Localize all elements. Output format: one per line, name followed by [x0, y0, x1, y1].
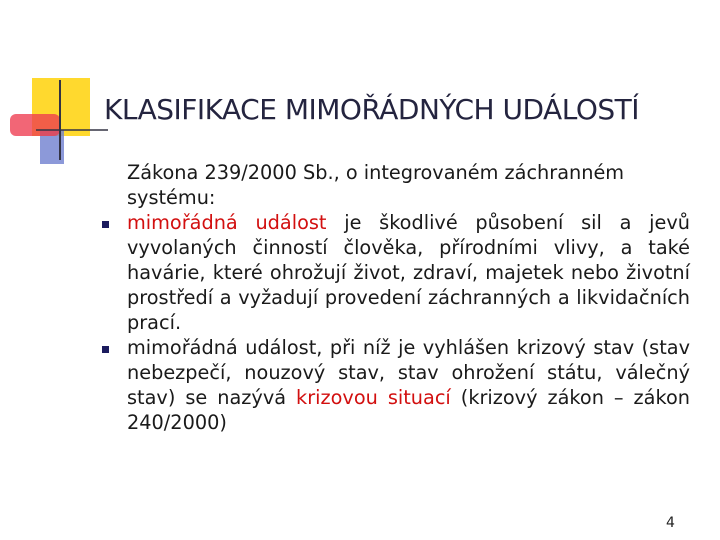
square-bullet-icon — [102, 346, 109, 353]
logo-red-bar — [10, 114, 60, 136]
bullet-item — [127, 335, 690, 435]
decorative-logo-icon — [0, 0, 110, 170]
bullet-item — [127, 210, 690, 335]
bullet-text: mimořádná událost, při níž je vyhlášen krizový stav (stav nebezpečí, nouzový stav, stav ohrožení státu, válečný stav) se nazývá — [127, 336, 690, 409]
highlight-term: mimořádná událost — [127, 211, 327, 234]
bullet-text: je škodlivé působení sil a jevů vyvolaných činností člověka, přírodními vlivy, a také havárie, které ohrožují život, zdraví, majetek nebo životní prostředí a vyžadují provedení záchranných a likvidačních prací. — [127, 211, 690, 334]
page-number: 4 — [666, 515, 675, 531]
slide-content — [127, 160, 690, 435]
highlight-term: krizovou situací — [296, 386, 451, 409]
square-bullet-icon — [102, 221, 109, 228]
intro-text: Zákona 239/2000 Sb., o integrovaném záchranném systému: — [127, 161, 625, 209]
bullet-text-end: (krizový zákon – zákon 240/2000) — [127, 386, 690, 434]
slide-title: KLASIFIKACE MIMOŘÁDNÝCH UDÁLOSTÍ — [104, 93, 639, 126]
